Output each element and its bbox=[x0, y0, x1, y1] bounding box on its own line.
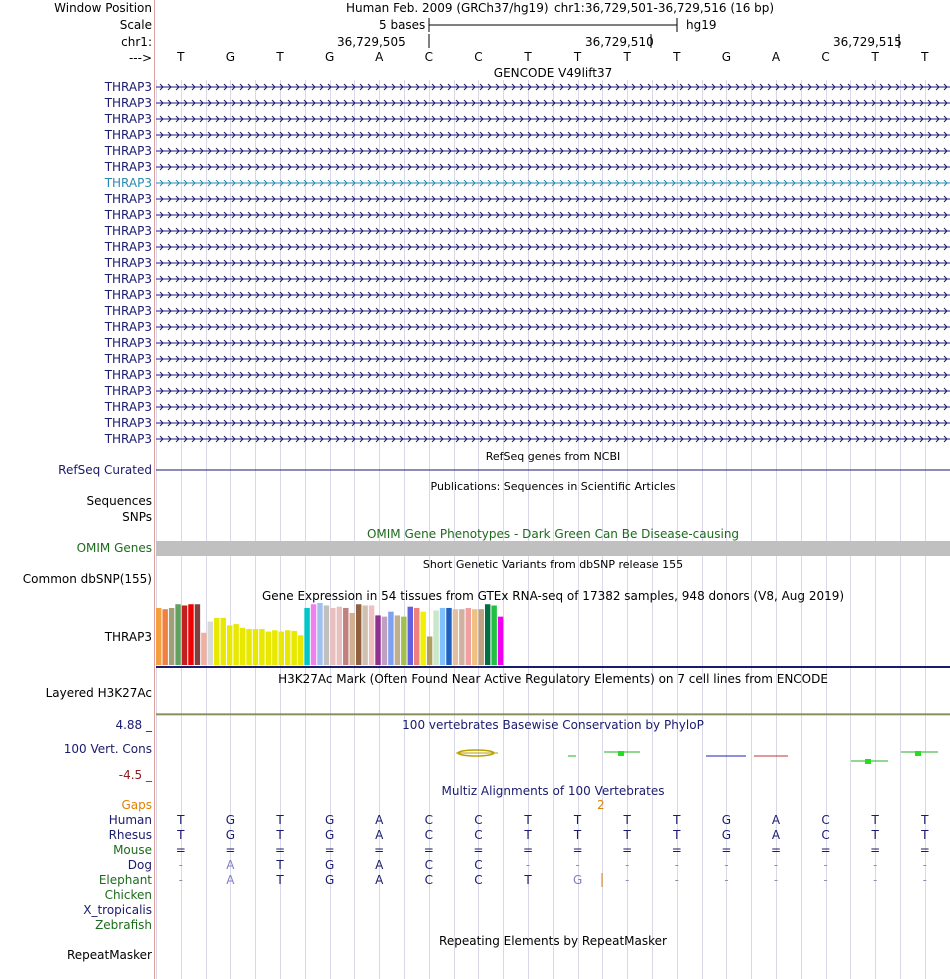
alignment-base: T bbox=[673, 828, 681, 842]
gtex-tissue-bar[interactable] bbox=[479, 609, 484, 665]
alignment-base: T bbox=[276, 873, 284, 887]
gencode-transcript[interactable] bbox=[156, 402, 950, 412]
gtex-tissue-bar[interactable] bbox=[227, 625, 232, 665]
gtex-tissue-bar[interactable] bbox=[427, 636, 432, 665]
species-label-human[interactable]: Human bbox=[108, 813, 152, 827]
alignment-base: = bbox=[622, 843, 633, 857]
alignment-base: C bbox=[821, 828, 830, 842]
alignment-base: T bbox=[871, 813, 879, 827]
reference-base: T bbox=[177, 50, 185, 64]
phylop-title[interactable]: 100 vertebrates Basewise Conservation by PhyloP bbox=[402, 718, 704, 732]
gtex-tissue-bar[interactable] bbox=[246, 629, 251, 665]
gtex-tissue-bar[interactable] bbox=[253, 629, 258, 665]
gtex-tissue-bar[interactable] bbox=[279, 632, 284, 665]
alignment-base: = bbox=[522, 843, 534, 857]
gencode-transcript[interactable] bbox=[156, 242, 950, 252]
alignment-base: - bbox=[525, 858, 531, 872]
gtex-tissue-bar[interactable] bbox=[175, 604, 180, 665]
alignment-base: C bbox=[474, 858, 483, 872]
gencode-transcript[interactable] bbox=[156, 290, 950, 300]
phylop-max-label: 4.88 _ bbox=[115, 718, 152, 732]
alignment-base: = bbox=[671, 843, 682, 857]
gtex-tissue-bar[interactable] bbox=[466, 608, 471, 665]
alignment-base: = bbox=[721, 843, 732, 857]
alignment-base: A bbox=[375, 858, 384, 872]
gtex-tissue-bar[interactable] bbox=[388, 612, 393, 665]
gencode-transcript[interactable] bbox=[156, 386, 950, 396]
alignment-base: G bbox=[572, 873, 583, 887]
gtex-tissue-bar[interactable] bbox=[350, 613, 355, 665]
reference-base: C bbox=[821, 50, 830, 64]
species-label-mouse[interactable]: Mouse bbox=[113, 843, 152, 857]
gtex-tissue-bar[interactable] bbox=[162, 609, 167, 665]
scale-bar bbox=[428, 17, 680, 33]
h3k27ac-signal-baseline[interactable] bbox=[156, 713, 950, 716]
alignment-base: - bbox=[922, 858, 927, 872]
strand-label: ---> bbox=[128, 51, 152, 65]
gtex-expression-chart[interactable] bbox=[156, 603, 950, 669]
position-tick-2: 36,729,510 bbox=[585, 35, 654, 49]
alignment-base: = bbox=[324, 843, 335, 857]
gencode-transcript[interactable] bbox=[156, 338, 950, 348]
gtex-tissue-bar[interactable] bbox=[356, 604, 361, 665]
alignment-base: A bbox=[375, 828, 384, 842]
tick-mark-1 bbox=[428, 34, 430, 48]
alignment-base: - bbox=[823, 873, 828, 887]
position-tick-1: 36,729,505 bbox=[337, 35, 406, 49]
alignment-base: C bbox=[474, 873, 483, 887]
publications-label[interactable]: Sequences bbox=[86, 494, 152, 508]
gtex-tissue-bar[interactable] bbox=[369, 605, 374, 665]
gencode-gene-label[interactable]: THRAP3 bbox=[104, 320, 152, 334]
alignment-base: T bbox=[921, 813, 929, 827]
alignment-base: A bbox=[226, 858, 235, 872]
alignment-base: C bbox=[474, 828, 483, 842]
phylop-track-label[interactable]: 100 Vert. Cons bbox=[63, 742, 152, 756]
gencode-transcript[interactable] bbox=[156, 306, 950, 316]
alignment-base: T bbox=[623, 828, 631, 842]
assembly-title[interactable]: Human Feb. 2009 (GRCh37/hg19) bbox=[346, 1, 549, 15]
alignment-base: - bbox=[575, 858, 580, 872]
alignment-base: T bbox=[871, 828, 879, 842]
alignment-base: - bbox=[873, 873, 878, 887]
reference-base: G bbox=[225, 50, 236, 64]
alignment-base: - bbox=[823, 858, 828, 872]
gtex-tissue-bar[interactable] bbox=[453, 609, 458, 665]
gencode-transcript[interactable] bbox=[156, 178, 950, 188]
gencode-transcript[interactable] bbox=[156, 354, 950, 364]
reference-base: T bbox=[276, 50, 284, 64]
gencode-gene-label[interactable]: THRAP3 bbox=[104, 416, 152, 430]
gtex-tissue-bar[interactable] bbox=[414, 608, 419, 665]
gencode-gene-label[interactable]: THRAP3 bbox=[104, 208, 152, 222]
gtex-tissue-bar[interactable] bbox=[491, 605, 496, 665]
species-label-zebrafish[interactable]: Zebrafish bbox=[95, 918, 152, 932]
alignment-base: G bbox=[324, 858, 335, 872]
phylop-min-label: -4.5 _ bbox=[118, 768, 152, 782]
alignment-base: - bbox=[873, 858, 878, 872]
reference-base: T bbox=[524, 50, 532, 64]
multiz-title[interactable]: Multiz Alignments of 100 Vertebrates bbox=[441, 784, 665, 798]
gtex-tissue-bar[interactable] bbox=[362, 605, 367, 665]
alignment-base: = bbox=[770, 843, 782, 857]
alignment-base: C bbox=[424, 858, 433, 872]
gtex-tissue-bar[interactable] bbox=[285, 630, 290, 665]
gtex-tissue-bar[interactable] bbox=[330, 608, 335, 665]
gtex-tissue-bar[interactable] bbox=[272, 630, 277, 665]
reference-base: T bbox=[623, 50, 631, 64]
alignment-base: = bbox=[572, 843, 583, 857]
gencode-transcript[interactable] bbox=[156, 114, 950, 124]
alignment-base: = bbox=[374, 843, 385, 857]
gencode-transcript[interactable] bbox=[156, 322, 950, 332]
gencode-gene-label[interactable]: THRAP3 bbox=[104, 128, 152, 142]
species-label-elephant[interactable]: Elephant bbox=[98, 873, 152, 887]
gencode-title[interactable]: GENCODE V49lift37 bbox=[493, 66, 613, 80]
gtex-title[interactable]: Gene Expression in 54 tissues from GTEx RNA-seq of 17382 samples, 948 donors (V8, Aug 2019) bbox=[261, 589, 845, 603]
gtex-tissue-bar[interactable] bbox=[259, 629, 264, 665]
gencode-transcript[interactable] bbox=[156, 162, 950, 172]
gtex-tissue-bar[interactable] bbox=[420, 612, 425, 665]
gencode-gene-label[interactable]: THRAP3 bbox=[104, 192, 152, 206]
h3k27ac-title[interactable]: H3K27Ac Mark (Often Found Near Active Regulatory Elements) on 7 cell lines from ENCODE bbox=[278, 672, 828, 686]
gtex-tissue-bar[interactable] bbox=[169, 608, 174, 665]
gencode-gene-label[interactable]: THRAP3 bbox=[104, 240, 152, 254]
alignment-base: A bbox=[226, 873, 235, 887]
position-tick-3: 36,729,515 bbox=[833, 35, 902, 49]
gtex-tissue-bar[interactable] bbox=[221, 618, 226, 665]
gencode-transcript[interactable] bbox=[156, 418, 950, 428]
gtex-tissue-bar[interactable] bbox=[291, 631, 296, 665]
omim-title[interactable]: OMIM Gene Phenotypes - Dark Green Can Be Disease-causing bbox=[366, 527, 740, 541]
gtex-tissue-bar[interactable] bbox=[208, 622, 213, 665]
reference-base: T bbox=[673, 50, 681, 64]
alignment-base: T bbox=[573, 813, 582, 827]
alignment-base: - bbox=[773, 873, 779, 887]
reference-base: C bbox=[474, 50, 483, 64]
alignment-base: - bbox=[724, 873, 729, 887]
alignment-base: T bbox=[276, 813, 284, 827]
gencode-transcript[interactable] bbox=[156, 370, 950, 380]
alignment-base: G bbox=[721, 813, 732, 827]
reference-base: T bbox=[573, 50, 582, 64]
dbsnp-title[interactable]: Short Genetic Variants from dbSNP release 155 bbox=[422, 558, 684, 571]
gaps-label[interactable]: Gaps bbox=[121, 798, 152, 812]
alignment-base: - bbox=[773, 858, 779, 872]
alignment-base: T bbox=[573, 828, 582, 842]
gencode-gene-label[interactable]: THRAP3 bbox=[104, 112, 152, 126]
gencode-gene-label[interactable]: THRAP3 bbox=[104, 176, 152, 190]
alignment-base: - bbox=[674, 858, 679, 872]
gtex-tissue-bar[interactable] bbox=[304, 608, 309, 665]
tick-mark-3 bbox=[898, 34, 900, 48]
gtex-tissue-bar[interactable] bbox=[401, 617, 406, 665]
gencode-gene-label[interactable]: THRAP3 bbox=[104, 368, 152, 382]
gtex-tissue-bar[interactable] bbox=[375, 615, 380, 665]
gencode-transcript[interactable] bbox=[156, 258, 950, 268]
alignment-base: - bbox=[178, 873, 183, 887]
alignment-base: G bbox=[225, 828, 236, 842]
gtex-tissue-bar[interactable] bbox=[408, 607, 413, 665]
gtex-tissue-bar[interactable] bbox=[395, 615, 400, 665]
alignment-base: G bbox=[324, 828, 335, 842]
alignment-base: T bbox=[177, 813, 185, 827]
gencode-gene-label[interactable]: THRAP3 bbox=[104, 96, 152, 110]
position-text[interactable]: chr1:36,729,501-36,729,516 (16 bp) bbox=[554, 1, 775, 15]
alignment-base: A bbox=[375, 813, 384, 827]
dbsnp-label[interactable]: Common dbSNP(155) bbox=[22, 572, 152, 586]
gencode-gene-label[interactable]: THRAP3 bbox=[104, 400, 152, 414]
gtex-tissue-bar[interactable] bbox=[195, 604, 200, 665]
reference-base: G bbox=[721, 50, 732, 64]
gtex-tissue-bar[interactable] bbox=[433, 610, 438, 665]
species-label-rhesus[interactable]: Rhesus bbox=[108, 828, 152, 842]
gencode-transcript[interactable] bbox=[156, 274, 950, 284]
alignment-base: C bbox=[424, 873, 433, 887]
reference-base: C bbox=[424, 50, 433, 64]
alignment-base: - bbox=[625, 873, 630, 887]
species-label-dog[interactable]: Dog bbox=[127, 858, 152, 872]
alignment-base: - bbox=[724, 858, 729, 872]
refseq-title[interactable]: RefSeq genes from NCBI bbox=[485, 450, 621, 463]
gtex-tissue-bar[interactable] bbox=[382, 617, 387, 665]
reference-base: A bbox=[375, 50, 384, 64]
gtex-tissue-bar[interactable] bbox=[233, 624, 238, 665]
gencode-gene-label[interactable]: THRAP3 bbox=[104, 352, 152, 366]
alignment-base: G bbox=[721, 828, 732, 842]
omim-label[interactable]: OMIM Genes bbox=[76, 541, 152, 555]
gencode-transcript[interactable] bbox=[156, 434, 950, 444]
alignment-base: A bbox=[771, 828, 781, 842]
alignment-base: C bbox=[424, 828, 433, 842]
gtex-tissue-bar[interactable] bbox=[182, 605, 187, 665]
alignment-base: G bbox=[225, 813, 236, 827]
alignment-base: T bbox=[524, 828, 532, 842]
gtex-tissue-bar[interactable] bbox=[201, 633, 206, 665]
publications-title[interactable]: Publications: Sequences in Scientific Articles bbox=[430, 480, 676, 493]
gtex-tissue-bar[interactable] bbox=[240, 628, 245, 665]
gencode-gene-label[interactable]: THRAP3 bbox=[104, 304, 152, 318]
alignment-base: - bbox=[674, 873, 679, 887]
scale-db: hg19 bbox=[686, 18, 717, 32]
gap-marker bbox=[601, 873, 604, 887]
gtex-tissue-bar[interactable] bbox=[446, 608, 451, 665]
gencode-transcript[interactable] bbox=[156, 210, 950, 220]
alignment-base: T bbox=[524, 813, 532, 827]
gencode-transcript[interactable] bbox=[156, 226, 950, 236]
alignment-base: = bbox=[870, 843, 881, 857]
alignment-base: T bbox=[673, 813, 681, 827]
gtex-tissue-bar[interactable] bbox=[311, 604, 316, 665]
gencode-transcript[interactable] bbox=[156, 98, 950, 108]
alignment-base: A bbox=[771, 813, 781, 827]
gencode-gene-label[interactable]: THRAP3 bbox=[104, 144, 152, 158]
reference-base: T bbox=[921, 50, 929, 64]
gencode-gene-label[interactable]: THRAP3 bbox=[104, 432, 152, 446]
gencode-gene-label[interactable]: THRAP3 bbox=[104, 80, 152, 94]
gtex-tissue-bar[interactable] bbox=[459, 609, 464, 665]
alignment-base: - bbox=[922, 873, 927, 887]
gencode-transcript[interactable] bbox=[156, 194, 950, 204]
window-position-label: Window Position bbox=[54, 1, 152, 15]
gtex-tissue-bar[interactable] bbox=[156, 608, 161, 665]
alignment-base: G bbox=[324, 873, 335, 887]
alignment-base: T bbox=[177, 828, 185, 842]
gtex-gene-label[interactable]: THRAP3 bbox=[104, 630, 152, 644]
label-divider bbox=[154, 0, 155, 979]
alignment-base: T bbox=[921, 828, 929, 842]
reference-base: A bbox=[771, 50, 781, 64]
refseq-label[interactable]: RefSeq Curated bbox=[58, 463, 152, 477]
species-label-chicken[interactable]: Chicken bbox=[104, 888, 152, 902]
alignment-base: = bbox=[820, 843, 831, 857]
gtex-tissue-bar[interactable] bbox=[440, 608, 445, 665]
alignment-base: = bbox=[473, 843, 484, 857]
alignment-base: T bbox=[524, 873, 532, 887]
reference-base: G bbox=[324, 50, 335, 64]
scale-bases: 5 bases bbox=[379, 18, 426, 32]
alignment-base: C bbox=[821, 813, 830, 827]
alignment-base: C bbox=[474, 813, 483, 827]
alignment-base: = bbox=[175, 843, 186, 857]
gtex-tissue-bar[interactable] bbox=[317, 603, 322, 665]
alignment-base: = bbox=[225, 843, 236, 857]
gtex-tissue-bar[interactable] bbox=[298, 635, 303, 665]
gtex-tissue-bar[interactable] bbox=[266, 632, 271, 665]
alignment-base: T bbox=[623, 813, 631, 827]
alignment-base: = bbox=[423, 843, 434, 857]
gencode-gene-label[interactable]: THRAP3 bbox=[104, 336, 152, 350]
gtex-tissue-bar[interactable] bbox=[188, 604, 193, 665]
tick-mark-2 bbox=[650, 34, 652, 48]
gencode-transcript[interactable] bbox=[156, 82, 950, 92]
gencode-gene-label[interactable]: THRAP3 bbox=[104, 160, 152, 174]
gencode-transcript[interactable] bbox=[156, 146, 950, 156]
gtex-tissue-bar[interactable] bbox=[472, 609, 477, 665]
gtex-tissue-bar[interactable] bbox=[324, 605, 329, 665]
alignment-base: T bbox=[276, 828, 284, 842]
alignment-base: C bbox=[424, 813, 433, 827]
repeatmasker-label[interactable]: RepeatMasker bbox=[66, 948, 152, 962]
gtex-tissue-bar[interactable] bbox=[343, 608, 348, 665]
gtex-tissue-bar[interactable] bbox=[485, 604, 490, 665]
reference-base: T bbox=[871, 50, 879, 64]
repeatmasker-title[interactable]: Repeating Elements by RepeatMasker bbox=[439, 934, 667, 948]
gencode-gene-label[interactable]: THRAP3 bbox=[104, 272, 152, 286]
alignment-base: - bbox=[178, 858, 183, 872]
chrom-label: chr1: bbox=[121, 35, 152, 49]
gtex-tissue-bar[interactable] bbox=[498, 617, 503, 665]
alignment-base: A bbox=[375, 873, 384, 887]
h3k27ac-label[interactable]: Layered H3K27Ac bbox=[45, 686, 152, 700]
gencode-gene-label[interactable]: THRAP3 bbox=[104, 288, 152, 302]
gencode-gene-label[interactable]: THRAP3 bbox=[104, 256, 152, 270]
alignment-base: G bbox=[324, 813, 335, 827]
alignment-base: = bbox=[274, 843, 286, 857]
gtex-tissue-bar[interactable] bbox=[214, 618, 219, 665]
gtex-tissue-bar[interactable] bbox=[337, 607, 342, 665]
gap-count: 2 bbox=[597, 798, 605, 812]
alignment-base: - bbox=[625, 858, 630, 872]
phylop-signal[interactable] bbox=[156, 740, 950, 770]
species-label-x_tropicalis[interactable]: X_tropicalis bbox=[83, 903, 152, 917]
scale-label: Scale bbox=[119, 18, 152, 32]
alignment-base: = bbox=[919, 843, 930, 857]
refseq-line[interactable] bbox=[156, 469, 950, 471]
alignment-base: T bbox=[276, 858, 284, 872]
gencode-transcript[interactable] bbox=[156, 130, 950, 140]
snps-label[interactable]: SNPs bbox=[122, 510, 152, 524]
omim-gene-bar[interactable] bbox=[156, 541, 950, 556]
gencode-gene-label[interactable]: THRAP3 bbox=[104, 384, 152, 398]
gencode-gene-label[interactable]: THRAP3 bbox=[104, 224, 152, 238]
